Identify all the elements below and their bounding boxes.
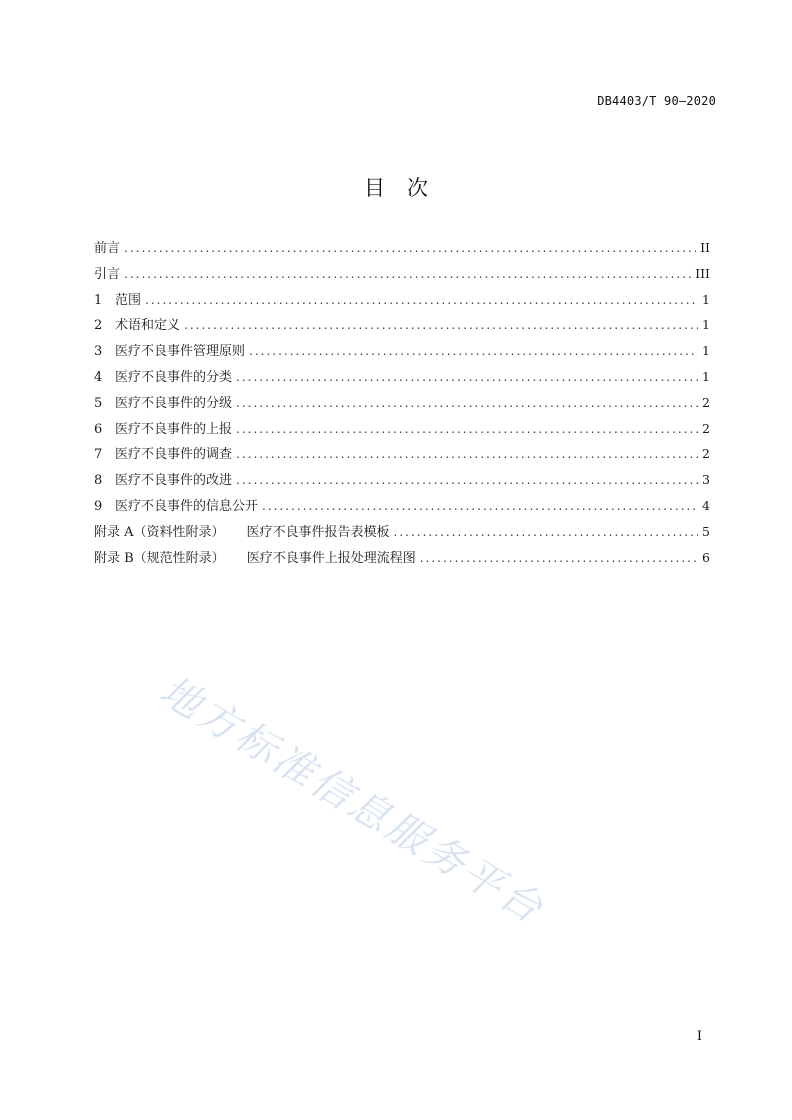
toc-entry-improvement[interactable]: [94, 469, 710, 495]
page-title: 目次: [364, 176, 450, 200]
table-of-contents: [94, 237, 710, 572]
toc-number: 9: [94, 498, 103, 514]
toc-leader-dots: [236, 422, 698, 436]
toc-entry-classification[interactable]: [94, 366, 710, 392]
toc-leader-dots: [394, 525, 699, 539]
toc-page-number: 2: [702, 394, 710, 410]
toc-number: 6: [94, 421, 103, 437]
document-code: DB4403/T 90—2020: [597, 94, 716, 108]
watermark: 地方标准信息服务平台: [151, 667, 553, 934]
toc-title: 术语和定义: [115, 318, 181, 334]
toc-page-number: 5: [702, 523, 710, 539]
toc-page-number: 1: [702, 368, 710, 384]
toc-leader-dots: [236, 447, 698, 461]
toc-page-number: 6: [702, 549, 710, 565]
toc-page-number: 1: [702, 291, 710, 307]
toc-page-number: 2: [702, 420, 710, 436]
toc-number: 8: [94, 473, 103, 489]
toc-number: 1: [94, 292, 103, 308]
toc-title: 医疗不良事件上报处理流程图: [246, 550, 416, 566]
toc-title: 医疗不良事件的分级: [115, 395, 233, 411]
page-number: I: [696, 1029, 702, 1044]
toc-leader-dots: [184, 318, 698, 332]
toc-entry-principles[interactable]: [94, 340, 710, 366]
toc-page-number: 2: [702, 446, 710, 462]
toc-entry-foreword[interactable]: [94, 237, 710, 263]
toc-leader-dots: [236, 370, 698, 384]
toc-entry-scope[interactable]: [94, 289, 710, 315]
toc-page-number: 1: [702, 317, 710, 333]
toc-leader-dots: [145, 293, 698, 307]
toc-leader-dots: [420, 551, 698, 565]
toc-entry-terms[interactable]: [94, 314, 710, 340]
toc-number: 4: [94, 369, 103, 385]
toc-entry-disclosure[interactable]: [94, 495, 710, 521]
toc-leader-dots: [124, 267, 691, 281]
toc-number: 5: [94, 395, 103, 411]
toc-annex-label: 附录 A（资料性附录）: [94, 524, 225, 540]
toc-annex-label: 附录 B（规范性附录）: [94, 550, 225, 566]
toc-leader-dots: [124, 241, 696, 255]
toc-page-number: 1: [702, 343, 710, 359]
toc-page-number: II: [700, 240, 710, 255]
toc-page-number: 3: [702, 472, 710, 488]
toc-entry-annex-a[interactable]: [94, 521, 710, 547]
toc-title: 医疗不良事件的调查: [115, 447, 233, 463]
toc-leader-dots: [236, 396, 698, 410]
toc-leader-dots: [236, 473, 698, 487]
toc-entry-annex-b[interactable]: [94, 547, 710, 573]
toc-entry-reporting[interactable]: [94, 418, 710, 444]
toc-title: 医疗不良事件管理原则: [115, 344, 246, 360]
toc-title: 医疗不良事件的信息公开: [115, 498, 259, 514]
toc-page-number: III: [695, 265, 710, 281]
toc-entry-grading[interactable]: [94, 392, 710, 418]
toc-title: 医疗不良事件的分类: [115, 369, 233, 385]
toc-page-number: 4: [702, 497, 710, 513]
toc-number: 3: [94, 344, 103, 360]
toc-title: 引言: [94, 266, 121, 282]
toc-title: 医疗不良事件的改进: [115, 473, 233, 489]
toc-number: 7: [94, 447, 103, 463]
toc-leader-dots: [249, 344, 698, 358]
toc-title: 医疗不良事件的上报: [115, 421, 233, 437]
toc-number: 2: [94, 318, 103, 334]
toc-entry-introduction[interactable]: [94, 263, 710, 289]
toc-leader-dots: [262, 499, 698, 513]
toc-title: 范围: [115, 292, 142, 308]
toc-title: 医疗不良事件报告表模板: [246, 524, 390, 540]
toc-entry-investigation[interactable]: [94, 443, 710, 469]
toc-title: 前言: [94, 241, 121, 256]
